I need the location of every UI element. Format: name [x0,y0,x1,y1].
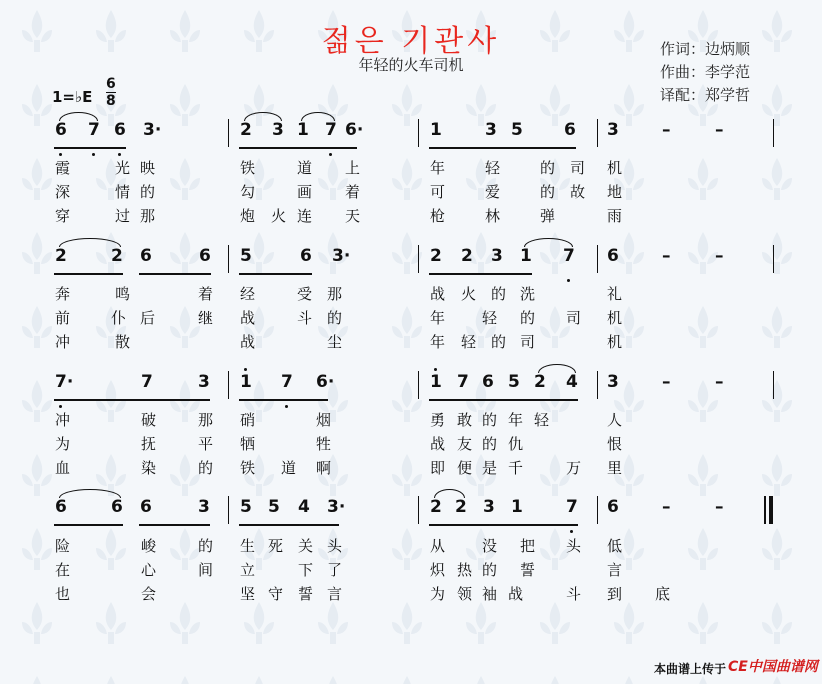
page-subtitle: 年轻的火车司机 [358,56,464,74]
lyric-char: 霞 [55,159,71,177]
lyric-char: 立 [240,561,256,579]
lyric-char: 的 [482,561,498,579]
octave-low-dot [285,405,288,408]
note: 2 [55,246,67,266]
upload-note: 本曲谱上传于 [653,662,726,676]
lyric-char: 可 [430,183,446,201]
barline [228,371,229,399]
lyric-char: 光 [115,159,131,177]
note: – [662,497,671,517]
note: 7 [281,372,293,392]
lyric-char: 低 [607,537,623,555]
octave-high-dot [244,368,247,371]
lyric-char: 热 [457,561,473,579]
note: 5 [240,246,252,266]
note: 7 [566,497,578,517]
composer-credit: 作曲：李学范 [660,63,751,81]
lyric-char: 冲 [55,333,71,351]
lyric-char: 战 [240,333,256,351]
lyric-char: 染 [141,459,157,477]
note: 3· [143,120,162,140]
lyric-char: 的 [482,435,498,453]
note: 4 [566,372,578,392]
lyric-char: 炮 [240,207,256,225]
lyric-char: 死 [268,537,284,555]
lyric-char: 经 [240,285,256,303]
lyric-char: 炽 [430,561,446,579]
lyric-char: 万 [566,459,582,477]
lyric-char: 袖 [482,585,498,603]
lyric-char: 言 [607,561,623,579]
lyric-char: 的 [327,309,343,327]
lyric-char: 年 [430,159,446,177]
lyric-char: 机 [607,159,623,177]
lyric-char: 战 [430,435,446,453]
lyric-char: 爱 [485,183,501,201]
note: – [715,372,724,392]
note: 1 [240,372,252,392]
lyric-char: 没 [482,537,498,555]
octave-low-dot [59,405,62,408]
lyric-char: 枪 [430,207,446,225]
lyric-char: 轻 [482,309,498,327]
final-barline-thin [764,496,766,524]
lyric-char: 铁 [240,159,256,177]
lyric-char: 火 [461,285,477,303]
octave-low-dot [92,153,95,156]
lyric-char: 冲 [55,411,71,429]
note: 7 [325,120,337,140]
lyric-char: 那 [198,411,214,429]
final-barline-thick [769,496,773,524]
barline [597,496,598,524]
note: 7 [563,246,575,266]
note: 6 [140,246,152,266]
beam-underline [139,524,210,526]
lyric-char: 穿 [55,207,71,225]
beam-underline [239,273,312,275]
note: 6 [607,497,619,517]
lyric-char: 深 [55,183,71,201]
lyric-char: 仇 [508,435,524,453]
lyric-char: 也 [55,585,71,603]
lyric-char: 故 [570,183,586,201]
note: 6 [55,497,67,517]
meter-top: 6 [106,76,116,92]
lyric-char: 勾 [240,183,256,201]
beam-underline [54,399,210,401]
lyric-char: 的 [540,159,556,177]
lyricist-credit: 作词：边炳顺 [660,40,751,58]
lyric-char: 映 [140,159,156,177]
lyric-char: 会 [141,585,157,603]
note: 6 [111,497,123,517]
octave-low-dot [329,153,332,156]
note: 6 [300,246,312,266]
note: – [662,372,671,392]
barline [597,371,598,399]
note: 1 [430,120,442,140]
note: 3 [272,120,284,140]
lyric-char: 道 [281,459,297,477]
barline [228,496,229,524]
lyric-char: 誓 [520,561,536,579]
note: 6 [199,246,211,266]
barline [418,245,419,273]
lyric-char: 司 [520,333,536,351]
note: 2 [430,497,442,517]
lyric-char: 血 [55,459,71,477]
time-signature [106,77,116,108]
note: 1 [511,497,523,517]
note: – [715,120,724,140]
page-title: 젊은 기관사 [321,24,501,59]
octave-low-dot [570,530,573,533]
note: 7· [55,372,74,392]
lyric-char: 的 [140,183,156,201]
note: 6 [564,120,576,140]
note: 2 [461,246,473,266]
note: 6 [55,120,67,140]
beam-underline [239,399,328,401]
lyric-char: 的 [491,333,507,351]
note: 2 [430,246,442,266]
lyric-char: 斗 [566,585,582,603]
lyric-char: 战 [240,309,256,327]
lyric-char: 敢 [457,411,473,429]
lyric-char: 间 [198,561,214,579]
lyric-char: 年 [508,411,524,429]
beam-underline [239,147,357,149]
lyric-char: 洗 [520,285,536,303]
note: 3 [485,120,497,140]
lyric-char: 斗 [297,309,313,327]
lyric-char: 年 [430,333,446,351]
note: 3 [491,246,503,266]
beam-underline [54,273,123,275]
octave-low-dot [118,153,121,156]
lyric-char: 上 [345,159,361,177]
logo-text: 中国曲谱网 [747,659,818,675]
lyric-char: 道 [297,159,313,177]
note: 5 [268,497,280,517]
note: 4 [298,497,310,517]
lyric-char: 破 [141,411,157,429]
lyric-char: 誓 [298,585,314,603]
lyric-char: 烟 [316,411,332,429]
note: – [662,246,671,266]
lyric-char: 底 [655,585,671,603]
lyric-char: 的 [482,411,498,429]
lyric-char: 雨 [607,207,623,225]
lyric-char: 战 [508,585,524,603]
barline [597,119,598,147]
lyric-char: 头 [327,537,343,555]
lyric-char: 为 [430,585,446,603]
lyric-char: 继 [198,309,214,327]
beam-underline [239,524,339,526]
note: – [662,120,671,140]
lyric-char: 为 [55,435,71,453]
lyric-char: 司 [570,159,586,177]
lyric-char: 过 [115,207,131,225]
note: 7 [88,120,100,140]
note: 1 [297,120,309,140]
lyric-char: 牺 [240,435,256,453]
beam-underline [54,147,126,149]
lyric-char: 司 [566,309,582,327]
lyric-char: 轻 [485,159,501,177]
beam-underline [429,273,532,275]
barline [773,119,774,147]
barline [418,119,419,147]
lyric-char: 恨 [607,435,623,453]
barline [228,119,229,147]
note: 5 [240,497,252,517]
lyric-char: 的 [198,459,214,477]
lyric-char: 把 [520,537,536,555]
beam-underline [54,524,123,526]
lyric-char: 险 [55,537,71,555]
barline [773,245,774,273]
note: 5 [511,120,523,140]
lyric-char: 的 [520,309,536,327]
lyric-char: 年 [430,309,446,327]
lyric-char: 千 [508,459,524,477]
note: 1 [430,372,442,392]
beam-underline [429,524,578,526]
barline [418,371,419,399]
lyric-char: 奔 [55,285,71,303]
lyric-char: 前 [55,309,71,327]
note: 2 [455,497,467,517]
octave-low-dot [567,279,570,282]
key-signature: 1=♭E [52,88,93,106]
barline [773,371,774,399]
arranger-credit: 译配：郑学哲 [660,86,751,104]
lyric-char: 散 [115,333,131,351]
octave-high-dot [434,368,437,371]
note: – [715,497,724,517]
barline [418,496,419,524]
lyric-char: 轻 [461,333,477,351]
note: 3 [198,497,210,517]
note: 6· [316,372,335,392]
lyric-char: 里 [607,459,623,477]
lyric-char: 的 [198,537,214,555]
lyric-char: 言 [327,585,343,603]
lyric-char: 地 [607,183,623,201]
lyric-char: 着 [345,183,361,201]
lyric-char: 坚 [240,585,256,603]
lyric-char: 那 [327,285,343,303]
note: 3· [327,497,346,517]
note: 2 [534,372,546,392]
meter-bottom: 8 [106,93,116,109]
lyric-char: 画 [297,183,313,201]
lyric-char: 鸣 [115,285,131,303]
logo-mark: CE [728,659,748,675]
lyric-char: 关 [298,537,314,555]
note: 6 [140,497,152,517]
lyric-char: 人 [607,411,623,429]
lyric-char: 着 [198,285,214,303]
lyric-char: 后 [140,309,156,327]
lyric-char: 抚 [141,435,157,453]
note: 3 [198,372,210,392]
lyric-char: 天 [345,207,361,225]
lyric-char: 机 [607,333,623,351]
lyric-char: 硝 [240,411,256,429]
lyric-char: 下 [298,561,314,579]
lyric-char: 领 [457,585,473,603]
lyric-char: 友 [457,435,473,453]
lyric-char: 战 [430,285,446,303]
lyric-char: 心 [141,561,157,579]
lyric-char: 情 [115,183,131,201]
lyric-char: 守 [268,585,284,603]
lyric-char: 弹 [540,207,556,225]
lyric-char: 受 [297,285,313,303]
note: 6 [114,120,126,140]
lyric-char: 铁 [240,459,256,477]
lyric-char: 是 [482,459,498,477]
octave-low-dot [59,153,62,156]
lyric-char: 啊 [316,459,332,477]
lyric-char: 那 [140,207,156,225]
lyric-char: 林 [485,207,501,225]
lyric-char: 即 [430,459,446,477]
note: 1 [520,246,532,266]
beam-underline [429,147,576,149]
note: 2 [111,246,123,266]
note: 3· [332,246,351,266]
site-logo [728,656,818,676]
lyric-char: 在 [55,561,71,579]
note: 6 [482,372,494,392]
lyric-char: 峻 [141,537,157,555]
lyric-char: 礼 [607,285,623,303]
note: 7 [141,372,153,392]
lyric-char: 从 [430,537,446,555]
lyric-char: 的 [540,183,556,201]
lyric-char: 了 [327,561,343,579]
note: 2 [240,120,252,140]
lyric-char: 尘 [327,333,343,351]
lyric-char: 连 [297,207,313,225]
note: 3 [483,497,495,517]
barline [597,245,598,273]
lyric-char: 的 [491,285,507,303]
note: 6· [345,120,364,140]
note: 3 [607,372,619,392]
lyric-char: 火 [271,207,287,225]
lyric-char: 机 [607,309,623,327]
note: 7 [457,372,469,392]
lyric-char: 仆 [111,309,127,327]
lyric-char: 牲 [316,435,332,453]
lyric-char: 轻 [534,411,550,429]
note: 5 [508,372,520,392]
beam-underline [429,399,578,401]
barline [228,245,229,273]
note: 6 [607,246,619,266]
beam-underline [139,273,211,275]
lyric-char: 头 [566,537,582,555]
lyric-char: 到 [607,585,623,603]
note: – [715,246,724,266]
lyric-char: 生 [240,537,256,555]
note: 3 [607,120,619,140]
lyric-char: 便 [457,459,473,477]
lyric-char: 勇 [430,411,446,429]
lyric-char: 平 [198,435,214,453]
